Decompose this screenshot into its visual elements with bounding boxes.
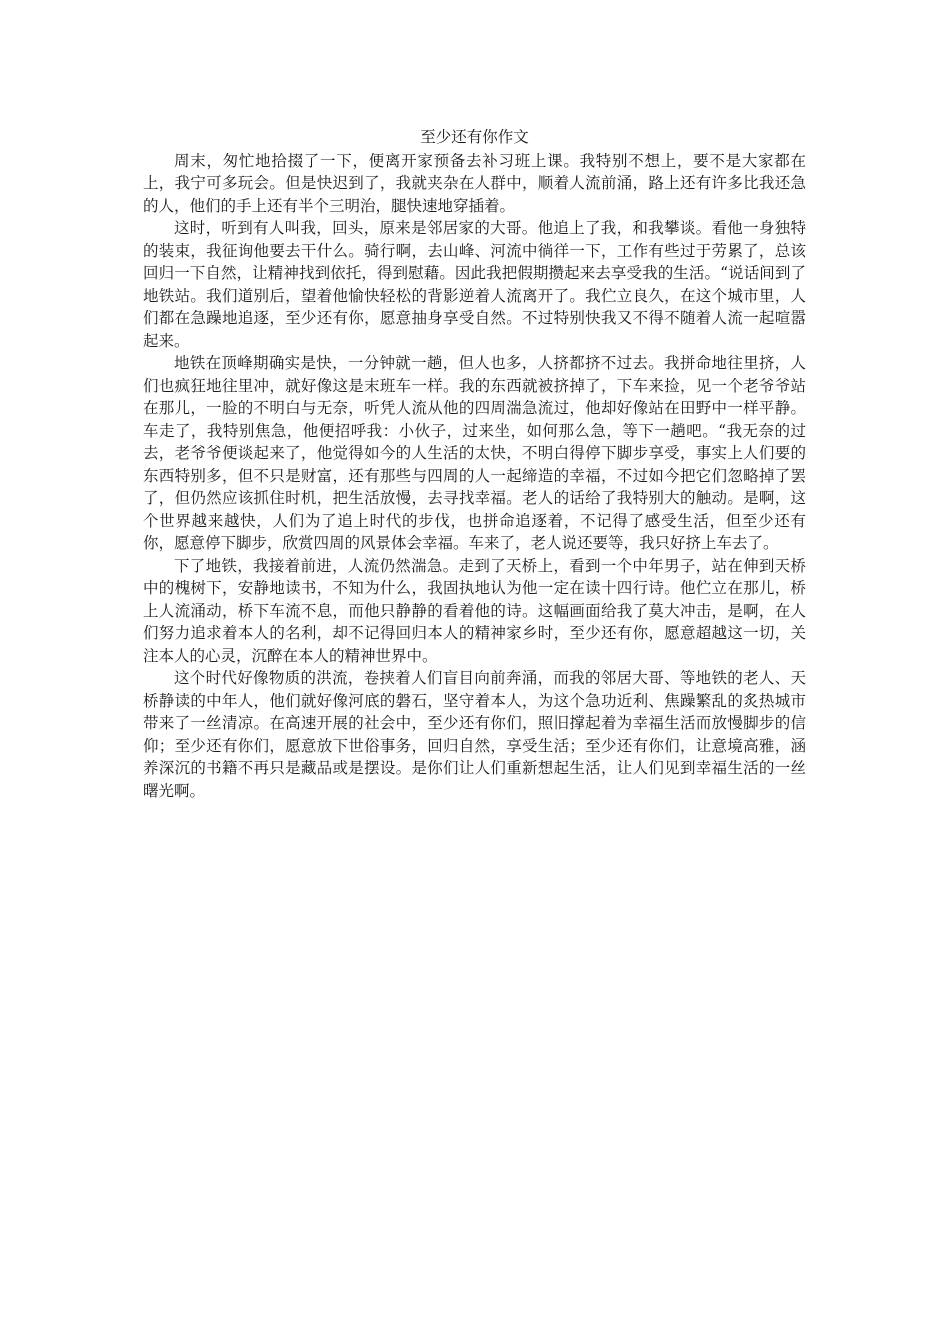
- paragraph-3: 地铁在顶峰期确实是快，一分钟就一趟，但人也多，人挤都挤不过去。我拼命地往里挤，人们也疯狂地往里冲，就好像这是末班车一样。我的东西就被挤掉了，下车来捡，见一个老爷爷站在那儿，一脸的不明白与无奈，听凭人流从他的四周湍急流过，他却好像站在田野中一样平静。车走了，我特别焦急，他便招呼我：小伙子，过来坐，如何那么急，等下一趟吧。“我无奈的过去，老爷爷便谈起来了，他觉得如今的人生活的太快，不明白得停下脚步享受，事实上人们要的东西特别多，但不只是财富，还有那些与四周的人一起缔造的幸福，不过如今把它们忽略掉了罢了，但仍然应该抓住时机，把生活放慢，去寻找幸福。老人的话给了我特别大的触动。是啊，这个世界越来越快，人们为了追上时代的步伐，也拼命追逐着，不记得了感受生活，但至少还有你，愿意停下脚步，欣赏四周的风景体会幸福。车来了，老人说还要等，我只好挤上车去了。: [143, 354, 806, 552]
- paragraph-4: 下了地铁，我接着前进，人流仍然湍急。走到了天桥上，看到一个中年男子，站在伸到天桥中的槐树下，安静地读书，不知为什么，我固执地认为他一定在读十四行诗。他伫立在那儿，桥上人流涌动，桥下车流不息，而他只静静的看着他的诗。这幅画面给我了莫大冲击，是啊，在人们努力追求着本人的名利，却不记得回归本人的精神家乡时，至少还有你，愿意超越这一切，关注本人的心灵，沉醉在本人的精神世界中。: [143, 556, 806, 665]
- paragraph-2: 这时，听到有人叫我，回头，原来是邻居家的大哥。他追上了我，和我攀谈。看他一身独特的装束，我征询他要去干什么。骑行啊，去山峰、河流中徜徉一下，工作有些过于劳累了，总该回归一下自然，让精神找到依托，得到慰藉。因此我把假期攒起来去享受我的生活。“说话间到了地铁站。我们道别后，望着他愉快轻松的背影逆着人流离开了。我伫立良久，在这个城市里，人们都在急躁地追逐，至少还有你，愿意抽身享受自然。不过特别快我又不得不随着人流一起喧嚣起来。: [143, 219, 806, 350]
- document-body: [143, 126, 806, 802]
- paragraph-5: 这个时代好像物质的洪流，卷挟着人们盲目向前奔涌，而我的邻居大哥、等地铁的老人、天桥静读的中年人，他们就好像河底的磐石，坚守着本人，为这个急功近利、焦躁繁乱的炙热城市带来了一丝清凉。在高速开展的社会中，至少还有你们，照旧撑起着为幸福生活而放慢脚步的信仰；至少还有你们，愿意放下世俗事务，回归自然，享受生活；至少还有你们，让意境高雅，涵养深沉的书籍不再只是藏品或是摆设。是你们让人们重新想起生活，让人们见到幸福生活的一丝曙光啊。: [143, 669, 806, 800]
- paragraph-1: 周末，匆忙地拾掇了一下，便离开家预备去补习班上课。我特别不想上，要不是大家都在上，我宁可多玩会。但是快迟到了，我就夹杂在人群中，顺着人流前涌，路上还有许多比我还急的人，他们的手上还有半个三明治，腿快速地穿插着。: [143, 151, 806, 215]
- document-title: 至少还有你作文: [420, 128, 529, 146]
